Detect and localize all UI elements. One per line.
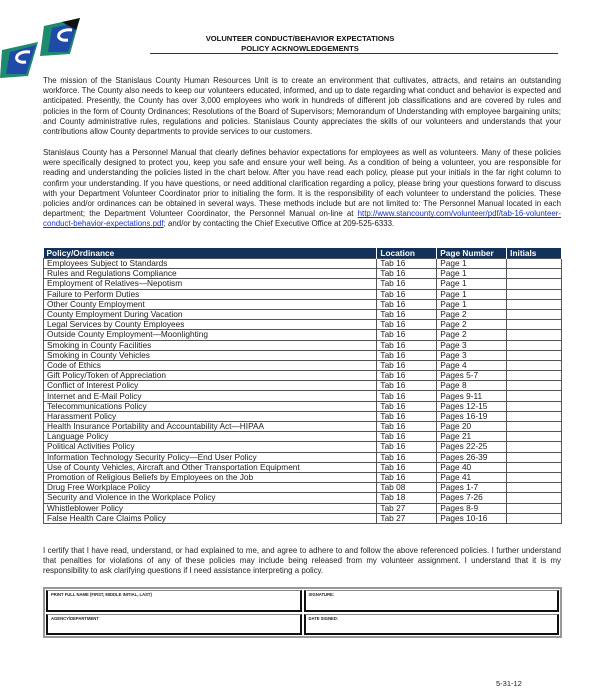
initials-cell[interactable] [507, 422, 562, 432]
initials-cell[interactable] [507, 442, 562, 452]
policy-cell: Legal Services by County Employees [44, 320, 377, 330]
column-header: Initials [507, 248, 562, 259]
location-cell: Tab 16 [377, 442, 437, 452]
page-cell: Page 4 [437, 360, 507, 370]
page-cell: Pages 22-25 [437, 442, 507, 452]
location-cell: Tab 16 [377, 299, 437, 309]
location-cell: Tab 16 [377, 422, 437, 432]
initials-cell[interactable] [507, 269, 562, 279]
policy-cell: Information Technology Security Policy—End User Policy [44, 452, 377, 462]
page-cell: Page 20 [437, 422, 507, 432]
table-row [44, 432, 562, 442]
page-cell: Pages 8-9 [437, 503, 507, 513]
table-row [44, 411, 562, 421]
table-row [44, 360, 562, 370]
column-header: Location [377, 248, 437, 259]
initials-cell[interactable] [507, 381, 562, 391]
location-cell: Tab 27 [377, 503, 437, 513]
table-row [44, 340, 562, 350]
initials-cell[interactable] [507, 462, 562, 472]
policy-cell: Language Policy [44, 432, 377, 442]
page-cell: Pages 26-39 [437, 452, 507, 462]
revision-date: 5-31-12 [496, 679, 522, 688]
location-cell: Tab 16 [377, 472, 437, 482]
initials-cell[interactable] [507, 259, 562, 269]
policy-cell: Drug Free Workplace Policy [44, 483, 377, 493]
policy-cell: County Employment During Vacation [44, 309, 377, 319]
initials-cell[interactable] [507, 309, 562, 319]
table-row [44, 483, 562, 493]
page-cell: Page 8 [437, 381, 507, 391]
initials-cell[interactable] [507, 401, 562, 411]
page-cell: Page 3 [437, 340, 507, 350]
page-cell: Pages 12-15 [437, 401, 507, 411]
table-row [44, 503, 562, 513]
location-cell: Tab 27 [377, 513, 437, 523]
column-header: Page Number [437, 248, 507, 259]
location-cell: Tab 16 [377, 340, 437, 350]
initials-cell[interactable] [507, 452, 562, 462]
location-cell: Tab 16 [377, 320, 437, 330]
location-cell: Tab 16 [377, 432, 437, 442]
page-cell: Page 40 [437, 462, 507, 472]
policy-cell: Promotion of Religious Beliefs by Employees on the Job [44, 472, 377, 482]
table-row [44, 371, 562, 381]
signature-form [43, 587, 562, 638]
page-cell: Page 1 [437, 269, 507, 279]
table-row [44, 513, 562, 523]
initials-cell[interactable] [507, 360, 562, 370]
table-row [44, 462, 562, 472]
location-cell: Tab 16 [377, 381, 437, 391]
policy-cell: Use of County Vehicles, Aircraft and Other Transportation Equipment [44, 462, 377, 472]
policy-cell: Political Activities Policy [44, 442, 377, 452]
table-row [44, 350, 562, 360]
policy-cell: Other County Employment [44, 299, 377, 309]
table-row [44, 401, 562, 411]
policy-cell: Code of Ethics [44, 360, 377, 370]
page-cell: Page 3 [437, 350, 507, 360]
initials-cell[interactable] [507, 391, 562, 401]
page-cell: Page 41 [437, 472, 507, 482]
table-row [44, 279, 562, 289]
location-cell: Tab 16 [377, 330, 437, 340]
location-cell: Tab 08 [377, 483, 437, 493]
policy-cell: Outside County Employment—Moonlighting [44, 330, 377, 340]
table-row [44, 299, 562, 309]
policy-cell: Internet and E-Mail Policy [44, 391, 377, 401]
page-cell: Pages 16-19 [437, 411, 507, 421]
initials-cell[interactable] [507, 340, 562, 350]
table-row [44, 422, 562, 432]
page-cell: Page 2 [437, 330, 507, 340]
policy-cell: Harassment Policy [44, 411, 377, 421]
location-cell: Tab 16 [377, 462, 437, 472]
initials-cell[interactable] [507, 503, 562, 513]
policy-cell: Whistleblower Policy [44, 503, 377, 513]
policy-cell: Employees Subject to Standards [44, 259, 377, 269]
initials-cell[interactable] [507, 279, 562, 289]
title-divider [150, 53, 558, 54]
table-row [44, 472, 562, 482]
initials-cell[interactable] [507, 371, 562, 381]
mission-paragraph: The mission of the Stanislaus County Human Resources Unit is to create an environment that cultivates, attracts, and retains an outstanding workforce. The County also needs to keep our volunteers educated, informed, and up to date regarding what conduct and behavior is expected and anticipated. Presently, the County has over 3,000 employees who work in hundreds of different job classifications and are covered by rules and policies in the form of County Ordinances; Resolutions of the Board of Supervisors; Memorandum of Understanding with employee bargaining units; and County administrative rules, regulations and policies. Stanislaus County appreciates the skills of our volunteers and understands that your contributions allow County departments to provide services to our customers. [43, 76, 561, 137]
page-cell: Pages 1-7 [437, 483, 507, 493]
table-row [44, 391, 562, 401]
location-cell: Tab 16 [377, 309, 437, 319]
initials-cell[interactable] [507, 472, 562, 482]
page-cell: Page 1 [437, 259, 507, 269]
table-row [44, 259, 562, 269]
page-cell: Page 21 [437, 432, 507, 442]
policy-cell: Security and Violence in the Workplace Policy [44, 493, 377, 503]
policy-cell: Health Insurance Portability and Accountability Act—HIPAA [44, 422, 377, 432]
initials-cell[interactable] [507, 432, 562, 442]
location-cell: Tab 16 [377, 401, 437, 411]
policy-cell: Smoking in County Vehicles [44, 350, 377, 360]
initials-cell[interactable] [507, 483, 562, 493]
initials-cell[interactable] [507, 513, 562, 523]
policy-cell: Smoking in County Facilities [44, 340, 377, 350]
certification-paragraph: I certify that I have read, understand, or had explained to me, and agree to adhere to and follow the above referenced policies. I further understand that penalties for violations of any of these policies may include being released from my volunteer assignment. I understand that it is my responsibility to ask clarifying questions if I need assistance interpreting a policy. [43, 546, 561, 576]
page-cell: Pages 9-11 [437, 391, 507, 401]
table-row [44, 289, 562, 299]
policy-cell: Gift Policy/Token of Appreciation [44, 371, 377, 381]
location-cell: Tab 16 [377, 411, 437, 421]
location-cell: Tab 16 [377, 350, 437, 360]
policy-pdf-link[interactable]: http://www.stancounty.com/volunteer/pdf/tab-16-volunteer-conduct-behavior-expectations.pdf [43, 209, 561, 229]
document-title: VOLUNTEER CONDUCT/BEHAVIOR EXPECTATIONS POLICY ACKNOWLEDGEMENTS [205, 34, 395, 53]
policy-cell: Employment of Relatives—Nepotism [44, 279, 377, 289]
location-cell: Tab 16 [377, 452, 437, 462]
initials-cell[interactable] [507, 320, 562, 330]
table-row [44, 330, 562, 340]
signature-field[interactable]: SIGNATURE: [304, 590, 560, 612]
date-signed-field[interactable]: DATE SIGNED: [304, 614, 560, 636]
table-row [44, 269, 562, 279]
location-cell: Tab 16 [377, 391, 437, 401]
page-cell: Pages 7-26 [437, 493, 507, 503]
policy-cell: False Health Care Claims Policy [44, 513, 377, 523]
location-cell: Tab 16 [377, 269, 437, 279]
page-cell: Pages 10-16 [437, 513, 507, 523]
policy-cell: Telecommunications Policy [44, 401, 377, 411]
page-cell: Page 1 [437, 279, 507, 289]
initials-cell[interactable] [507, 299, 562, 309]
table-row [44, 452, 562, 462]
manual-paragraph: Stanislaus County has a Personnel Manual that clearly defines behavior expectations for employees as well as volunteers. Many of these policies were specifically designed to protect you, keep you safe and ensure your well being. As a condition of being a volunteer, you are responsible for reading and understanding the policies listed in the chart below. After you have read each policy, please put your initials in the far right column to confirm your understanding. If you have questions, or need additional clarification regarding a policy, please bring your questions forward to discuss with your Department Volunteer Coordinator prior to initialing the form. It is the responsibility of each volunteer to understand the policies. These policies and/or ordinances can be obtained in several ways. These methods include but are not limited to: The Personnel Manual located in each department; the Department Volunteer Coordinator, the Personnel Manual on-line at http://www.stancounty.com/volunteer/pdf/tab-16-volunteer-conduct-behavior-expectations.pdf; and/or by contacting the Chief Executive Office at 209-525-6333. [43, 148, 561, 229]
initials-cell[interactable] [507, 350, 562, 360]
policy-table [43, 248, 562, 524]
location-cell: Tab 18 [377, 493, 437, 503]
table-row [44, 442, 562, 452]
page-cell: Page 1 [437, 299, 507, 309]
location-cell: Tab 16 [377, 289, 437, 299]
initials-cell[interactable] [507, 330, 562, 340]
location-cell: Tab 16 [377, 360, 437, 370]
policy-cell: Failure to Perform Duties [44, 289, 377, 299]
initials-cell[interactable] [507, 493, 562, 503]
full-name-field[interactable]: PRINT FULL NAME (FIRST, MIDDLE INITIAL, LAST) [46, 590, 302, 612]
column-header: Policy/Ordinance [44, 248, 377, 259]
page-cell: Page 2 [437, 309, 507, 319]
initials-cell[interactable] [507, 411, 562, 421]
table-row [44, 381, 562, 391]
page-cell: Page 2 [437, 320, 507, 330]
table-row [44, 493, 562, 503]
page-cell: Page 1 [437, 289, 507, 299]
location-cell: Tab 16 [377, 371, 437, 381]
table-row [44, 309, 562, 319]
initials-cell[interactable] [507, 289, 562, 299]
location-cell: Tab 16 [377, 259, 437, 269]
policy-cell: Conflict of Interest Policy [44, 381, 377, 391]
page-cell: Pages 5-7 [437, 371, 507, 381]
agency-field[interactable]: AGENCY/DEPARTMENT [46, 614, 302, 636]
policy-cell: Rules and Regulations Compliance [44, 269, 377, 279]
table-row [44, 320, 562, 330]
county-logo [0, 12, 90, 80]
location-cell: Tab 16 [377, 279, 437, 289]
